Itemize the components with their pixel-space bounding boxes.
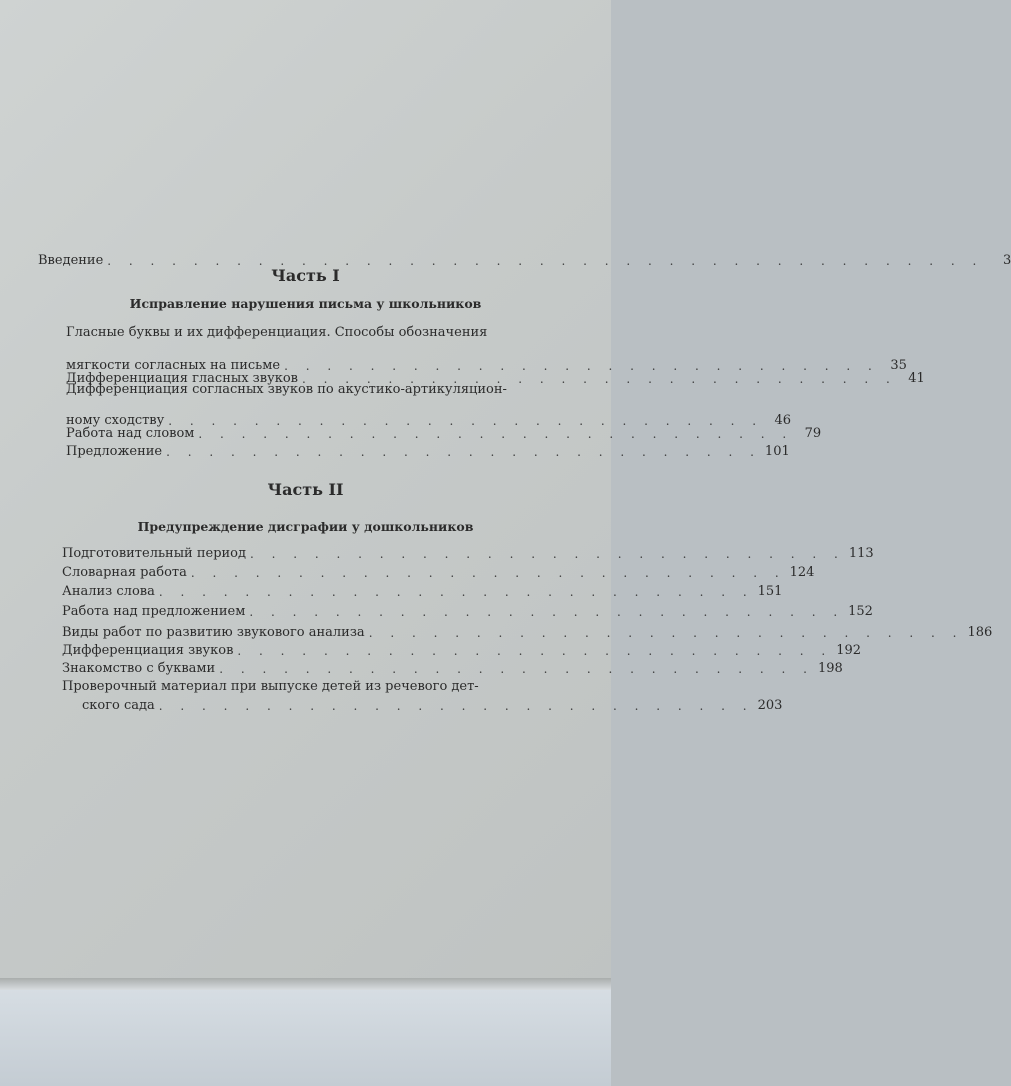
entry-title: Виды работ по развитию звукового анализа — [62, 625, 365, 640]
page-number: 3 — [1003, 253, 1011, 268]
dot-leader: . . . . . . . . . . . . . . . . . . . . . . . . . . . . — [250, 547, 845, 561]
dot-leader: . . . . . . . . . . . . . . . . . . . . . . . . . . . . — [249, 605, 845, 619]
toc-entry — [62, 660, 843, 678]
page-number: 186 — [967, 625, 993, 640]
entry-title: Работа над словом — [66, 426, 195, 441]
page-number: 35 — [890, 358, 907, 373]
dot-leader: . . . . . . . . . . . . . . . . . . . . . . . . . . . . — [166, 445, 761, 459]
dot-leader: . . . . . . . . . . . . . . . . . . . . . . . . . . . . — [190, 566, 786, 580]
entry-title: Предложение — [66, 444, 163, 459]
entry-title: Анализ слова — [62, 584, 155, 599]
section-title: Исправление нарушения письма у школьников — [129, 296, 482, 311]
toc-entry — [66, 443, 790, 461]
page-number: 113 — [848, 546, 874, 561]
dot-leader: . . . . . . . . . . . . . . . . . . . . . . . . . . . . — [302, 372, 897, 386]
toc-entry — [62, 564, 815, 582]
entry-title: Словарная работа — [62, 565, 187, 580]
entry-title: Подготовительный период — [62, 546, 247, 561]
section-title: Предупреждение дисграфии у дошкольников — [137, 519, 474, 534]
entry-title: Введение — [38, 253, 104, 268]
page-number: 79 — [804, 426, 822, 441]
dot-leader: . . . . . . . . . . . . . . . . . . . . . . . . . . . . — [198, 427, 794, 441]
entry-title-line2: ского сада — [82, 698, 155, 713]
entry-title: Дифференциация звуков — [62, 643, 234, 658]
page-number: 192 — [836, 643, 862, 658]
page-number: 41 — [908, 371, 925, 386]
page-number: 151 — [757, 584, 783, 599]
page-number: 203 — [757, 698, 783, 713]
entry-title-line2: мягкости согласных на письме — [66, 358, 281, 373]
page-number: 152 — [848, 604, 873, 619]
toc-entry — [62, 642, 862, 660]
part-title: Часть II — [267, 480, 344, 499]
entry-title-line2: ному сходству — [66, 413, 165, 428]
dot-leader: . . . . . . . . . . . . . . . . . . . . . . . . . . . . — [237, 644, 833, 658]
toc-entry — [62, 603, 873, 621]
toc-entry — [62, 583, 783, 601]
dot-leader: . . . . . . . . . . . . . . . . . . . . . . . . . . . . — [158, 585, 754, 599]
entry-title: Дифференциация гласных звуков — [66, 371, 298, 386]
page-number: 198 — [818, 661, 843, 676]
dot-leader: . . . . . . . . . . . . . . . . . . . . . . . . . . . . — [158, 699, 754, 713]
page-number: 124 — [789, 565, 815, 580]
table-surface — [0, 990, 611, 1086]
entry-title: Работа над предложением — [62, 604, 246, 619]
dot-leader: . . . . . . . . . . . . . . . . . . . . . . . . . . . . — [284, 359, 879, 373]
toc-entry — [62, 624, 993, 642]
toc-entry — [66, 425, 822, 443]
entry-title-line1: Гласные буквы и их дифференциация. Способы обозначения — [66, 325, 488, 340]
entry-title-line1: Дифференциация согласных звуков по акустико-артикуляцион- — [66, 382, 507, 397]
entry-title: Знакомство с буквами — [62, 661, 216, 676]
dot-leader: . . . . . . . . . . . . . . . . . . . . . . . . . . . . — [168, 414, 764, 428]
entry-title-line1: Проверочный материал при выпуске детей из речевого дет- — [62, 679, 479, 694]
toc-entry — [82, 697, 783, 715]
dot-leader: . . . . . . . . . . . . . . . . . . . . . . . . . . . . — [368, 626, 964, 640]
page-number: 46 — [774, 413, 792, 428]
toc-entry — [62, 545, 874, 563]
dot-leader: . . . . . . . . . . . . . . . . . . . . . . . . . . . . — [219, 662, 814, 676]
toc-entry-intro — [38, 232, 1011, 270]
part-title: Часть I — [271, 266, 340, 285]
page-number: 101 — [764, 444, 790, 459]
dot-leader: . . . . . . . . . . . . . . . . . . . . . . . . . . . . . . . . . . . . . . . . . — [107, 254, 984, 268]
